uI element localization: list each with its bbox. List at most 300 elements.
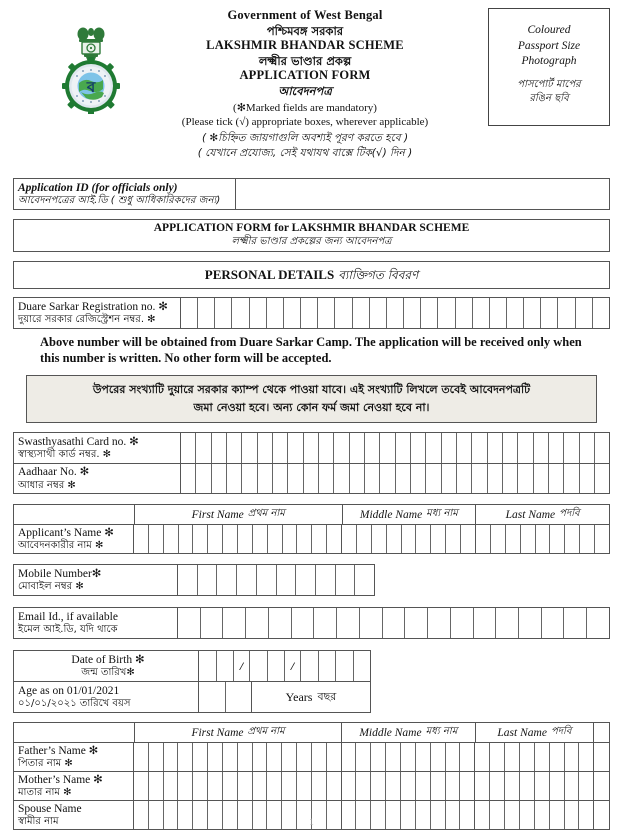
swasthyasathi-row: [14, 433, 609, 463]
mothers-first-name-input-box-10[interactable]: [266, 772, 281, 800]
fathers-middle-name-input-box-6[interactable]: [415, 743, 430, 771]
mothers-first-name-input-box-14[interactable]: [326, 772, 341, 800]
family-middle-name-header-bn: মধ্য নাম: [425, 726, 458, 738]
mothers-first-name-input-box-13[interactable]: [311, 772, 326, 800]
age-input-box-2[interactable]: [225, 682, 252, 712]
duare-sarkar-input-box-20[interactable]: [506, 298, 523, 328]
email-input-box-11[interactable]: [404, 608, 427, 638]
applicant-middle-name-input-box-9[interactable]: [460, 525, 475, 553]
applicant-first-name-input-box-13[interactable]: [311, 525, 326, 553]
fathers-middle-name-input-box-5[interactable]: [400, 743, 415, 771]
email-input-box-9[interactable]: [359, 608, 382, 638]
duare-sarkar-input-box-17[interactable]: [455, 298, 472, 328]
dob-year-box-4[interactable]: [353, 651, 371, 681]
mothers-middle-name-input-box-7[interactable]: [430, 772, 445, 800]
mothers-first-name-input-box-3[interactable]: [163, 772, 178, 800]
fathers-first-name-input-box-9[interactable]: [252, 743, 267, 771]
dob-separator-2: /: [284, 651, 300, 681]
dob-label-bn: জন্ম তারিখ✻: [81, 667, 135, 679]
swasthyasathi-input-box-8[interactable]: [287, 433, 302, 463]
fathers-middle-name-input[interactable]: [342, 743, 476, 771]
applicant-first-name-input-box-1[interactable]: [134, 525, 148, 553]
west-bengal-government-emblem-icon: [52, 14, 130, 114]
applicant-first-name-input-box-4[interactable]: [178, 525, 193, 553]
mobile-number-input-box-6[interactable]: [276, 565, 296, 595]
spouse-name-label-en: Spouse Name: [18, 802, 82, 815]
mandatory-note-bn: ( ✻চিহ্নিত জায়গাগুলি অবশ্যই পূরণ করতে হবে ): [201, 131, 409, 144]
aadhaar-input-box-13[interactable]: [364, 464, 379, 493]
applicant-middle-name-input-box-5[interactable]: [401, 525, 416, 553]
aadhaar-input-box-15[interactable]: [395, 464, 410, 493]
mothers-middle-name-input-box-9[interactable]: [459, 772, 474, 800]
applicant-first-name-input-box-11[interactable]: [282, 525, 297, 553]
fathers-first-name-input-box-12[interactable]: [296, 743, 311, 771]
fathers-first-name-input-box-4[interactable]: [177, 743, 192, 771]
mothers-first-name-input-box-9[interactable]: [252, 772, 267, 800]
mobile-number-input-box-7[interactable]: [295, 565, 315, 595]
email-input[interactable]: [178, 608, 609, 638]
email-input-box-17[interactable]: [541, 608, 564, 638]
duare-sarkar-input-box-14[interactable]: [403, 298, 420, 328]
aadhaar-input-box-12[interactable]: [349, 464, 364, 493]
fathers-first-name-input-box-14[interactable]: [326, 743, 341, 771]
aadhaar-input-box-21[interactable]: [487, 464, 502, 493]
email-input-box-8[interactable]: [336, 608, 359, 638]
mothers-first-name-input-box-4[interactable]: [177, 772, 192, 800]
mobile-number-input-box-1[interactable]: [178, 565, 197, 595]
duare-sarkar-input-box-21[interactable]: [523, 298, 540, 328]
middle-name-header-en: Middle Name: [359, 508, 423, 521]
dob-day-box-2[interactable]: [216, 651, 234, 681]
applicant-name-label-bn: আবেদনকারীর নাম ✻: [18, 540, 104, 552]
personal-details-bn: ব্যাক্তিগত বিবরণ: [338, 267, 419, 282]
aadhaar-input-box-18[interactable]: [441, 464, 456, 493]
applicant-last-name-input-box-8[interactable]: [579, 525, 594, 553]
mobile-number-input-box-3[interactable]: [216, 565, 236, 595]
aadhaar-input-box-19[interactable]: [456, 464, 471, 493]
mothers-middle-name-input[interactable]: [342, 772, 476, 800]
aadhaar-input-box-28[interactable]: [594, 464, 609, 493]
email-input-box-16[interactable]: [518, 608, 541, 638]
applicant-first-name-input-box-2[interactable]: [148, 525, 163, 553]
mothers-first-name-input-box-8[interactable]: [237, 772, 252, 800]
swasthyasathi-input-box-1[interactable]: [181, 433, 195, 463]
mobile-number-input-box-2[interactable]: [197, 565, 217, 595]
applicant-last-name-input-box-3[interactable]: [505, 525, 520, 553]
email-input-box-14[interactable]: [473, 608, 496, 638]
fathers-last-name-input-box-7[interactable]: [564, 743, 579, 771]
fathers-last-name-input[interactable]: [475, 743, 594, 771]
application-id-input[interactable]: [236, 179, 609, 209]
duare-sarkar-input-box-5[interactable]: [249, 298, 266, 328]
aadhaar-input-box-27[interactable]: [579, 464, 594, 493]
duare-sarkar-input-box-19[interactable]: [489, 298, 506, 328]
fathers-last-name-input-box-2[interactable]: [489, 743, 504, 771]
aadhaar-row: [14, 463, 609, 493]
duare-sarkar-label: [14, 298, 181, 328]
fathers-middle-name-input-box-7[interactable]: [430, 743, 445, 771]
mothers-first-name-input-box-6[interactable]: [207, 772, 222, 800]
applicant-name-header: [14, 505, 609, 525]
mothers-first-name-input[interactable]: [134, 772, 342, 800]
mobile-number-input[interactable]: [178, 565, 374, 595]
svg-text:ব: ব: [86, 78, 96, 96]
duare-sarkar-input-box-9[interactable]: [317, 298, 334, 328]
aadhaar-input-box-10[interactable]: [318, 464, 333, 493]
applicant-middle-name-input-box-8[interactable]: [445, 525, 460, 553]
form-banner-en: APPLICATION FORM for LAKSHMIR BHANDAR SCHEME: [153, 222, 470, 234]
applicant-middle-name-input-box-3[interactable]: [371, 525, 386, 553]
aadhaar-input-box-5[interactable]: [241, 464, 256, 493]
applicant-first-name-input[interactable]: [134, 525, 342, 553]
duare-sarkar-input-box-22[interactable]: [540, 298, 557, 328]
aadhaar-input-box-2[interactable]: [195, 464, 210, 493]
mothers-last-name-input-box-5[interactable]: [534, 772, 549, 800]
email-row: [13, 607, 610, 639]
applicant-first-name-input-box-12[interactable]: [296, 525, 311, 553]
email-input-box-3[interactable]: [222, 608, 245, 638]
applicant-last-name-input[interactable]: [476, 525, 609, 553]
mothers-middle-name-input-box-8[interactable]: [445, 772, 460, 800]
photo-line-3: Photograph: [521, 55, 577, 68]
aadhaar-input-box-1[interactable]: [181, 464, 195, 493]
family-first-name-header-en: First Name: [191, 726, 244, 739]
applicant-last-name-input-box-6[interactable]: [549, 525, 564, 553]
fathers-last-name-input-box-6[interactable]: [549, 743, 564, 771]
duare-sarkar-note-en: Above number will be obtained from Duare Sarkar Camp. The application will be received only when this number is written. No other form will be accepted.: [40, 334, 582, 365]
mothers-last-name-input-box-4[interactable]: [519, 772, 534, 800]
email-input-box-2[interactable]: [200, 608, 223, 638]
fathers-first-name-input-box-7[interactable]: [222, 743, 237, 771]
duare-sarkar-input-box-15[interactable]: [420, 298, 437, 328]
mobile-number-input-box-10[interactable]: [354, 565, 374, 595]
email-input-box-12[interactable]: [427, 608, 450, 638]
email-input-box-13[interactable]: [450, 608, 473, 638]
dob-year-box-1[interactable]: [300, 651, 318, 681]
age-years-bn: বছর: [317, 689, 337, 703]
dob-separator-1: /: [233, 651, 249, 681]
duare-sarkar-label-bn: দুয়ারে সরকার রেজিস্ট্রেশন নম্বর. ✻: [18, 313, 156, 325]
email-input-box-7[interactable]: [313, 608, 336, 638]
aadhaar-label-en: Aadhaar No. ✻: [18, 466, 90, 479]
fathers-first-name-input-box-11[interactable]: [281, 743, 296, 771]
applicant-last-name-input-box-2[interactable]: [490, 525, 505, 553]
mothers-middle-name-input-box-1[interactable]: [342, 772, 356, 800]
note-bn-line-1: উপরের সংখ্যাটি দুয়ারে সরকার ক্যাম্প থেকে পাওয়া যাবে। এই সংখ্যাটি লিখলে তবেই আবেদনপত্রটি: [92, 382, 531, 396]
mothers-last-name-input-box-8[interactable]: [578, 772, 593, 800]
duare-sarkar-input-box-13[interactable]: [386, 298, 403, 328]
fathers-first-name-input-box-5[interactable]: [192, 743, 207, 771]
dob-day-box-1[interactable]: [199, 651, 216, 681]
tick-note: (Please tick (√) appropriate boxes, wherever applicable): [181, 115, 429, 128]
aadhaar-input-box-24[interactable]: [533, 464, 548, 493]
dob-year-box-2[interactable]: [318, 651, 336, 681]
applicant-last-name-input-box-9[interactable]: [594, 525, 609, 553]
fathers-last-name-input-box-4[interactable]: [519, 743, 534, 771]
fathers-last-name-input-box-8[interactable]: [578, 743, 593, 771]
family-last-name-header: [476, 723, 595, 742]
fathers-middle-name-input-box-4[interactable]: [385, 743, 400, 771]
mothers-first-name-input-box-7[interactable]: [222, 772, 237, 800]
page-number: 1: [309, 817, 314, 827]
fathers-middle-name-input-box-3[interactable]: [370, 743, 385, 771]
fathers-last-name-input-box-1[interactable]: [475, 743, 489, 771]
duare-sarkar-input[interactable]: [181, 298, 609, 328]
swasthyasathi-input-box-4[interactable]: [226, 433, 241, 463]
duare-sarkar-input-box-8[interactable]: [300, 298, 317, 328]
swasthyasathi-input-box-25[interactable]: [548, 433, 563, 463]
email-label-en: Email Id., if available: [18, 610, 118, 623]
fathers-middle-name-input-box-8[interactable]: [445, 743, 460, 771]
age-input-box-1[interactable]: [199, 682, 225, 712]
mothers-middle-name-input-box-2[interactable]: [355, 772, 370, 800]
photo-line-1: Coloured: [527, 24, 571, 36]
swasthyasathi-input-box-3[interactable]: [211, 433, 226, 463]
aadhaar-input-box-11[interactable]: [333, 464, 348, 493]
dob-month-box-1[interactable]: [249, 651, 267, 681]
applicant-first-name-input-box-10[interactable]: [267, 525, 282, 553]
mothers-first-name-input-box-11[interactable]: [281, 772, 296, 800]
mothers-extra-input[interactable]: [594, 772, 609, 800]
swasthyasathi-input-box-21[interactable]: [487, 433, 502, 463]
age-row: [14, 681, 370, 712]
duare-sarkar-registration-row: [13, 297, 610, 329]
aadhaar-input-box-25[interactable]: [548, 464, 563, 493]
applicant-last-name-input-box-4[interactable]: [520, 525, 535, 553]
aadhaar-input-box-7[interactable]: [272, 464, 287, 493]
swasthyasathi-input-box-15[interactable]: [395, 433, 410, 463]
fathers-middle-name-input-box-1[interactable]: [342, 743, 356, 771]
mothers-last-name-input-box-7[interactable]: [564, 772, 579, 800]
swasthyasathi-input-box-9[interactable]: [303, 433, 318, 463]
photo-line-2: Passport Size: [517, 39, 581, 52]
note-bn-line-2: জমা নেওয়া হবে। অন্য কোন ফর্ম জমা নেওয়া হবে না।: [193, 400, 430, 414]
swasthyasathi-input-box-18[interactable]: [441, 433, 456, 463]
applicant-first-name-input-box-7[interactable]: [222, 525, 237, 553]
swasthyasathi-input-box-5[interactable]: [241, 433, 256, 463]
application-id-label-bn: আবেদনপত্রের আই.ডি ( শুধু আধিকারিকদের জন্য): [18, 194, 221, 206]
form-type-title-bn: আবেদনপত্র: [278, 83, 332, 98]
swasthyasathi-input-box-26[interactable]: [563, 433, 578, 463]
age-years-unit: [252, 682, 370, 712]
duare-sarkar-input-box-24[interactable]: [575, 298, 592, 328]
email-input-box-5[interactable]: [268, 608, 291, 638]
swasthyasathi-input[interactable]: [181, 433, 609, 463]
email-input-box-4[interactable]: [245, 608, 268, 638]
mothers-first-name-input-box-1[interactable]: [134, 772, 148, 800]
government-title-bn: পশ্চিমবঙ্গ সরকার: [266, 23, 344, 38]
fathers-first-name-input-box-8[interactable]: [237, 743, 252, 771]
fathers-last-name-input-box-3[interactable]: [504, 743, 519, 771]
mobile-number-input-box-4[interactable]: [236, 565, 256, 595]
aadhaar-input-box-3[interactable]: [211, 464, 226, 493]
duare-sarkar-input-box-18[interactable]: [472, 298, 489, 328]
fathers-middle-name-input-box-2[interactable]: [355, 743, 370, 771]
applicant-middle-name-input-box-6[interactable]: [415, 525, 430, 553]
aadhaar-input-box-14[interactable]: [379, 464, 394, 493]
middle-name-header: [343, 505, 477, 524]
duare-sarkar-input-box-12[interactable]: [369, 298, 386, 328]
fathers-first-name-input-box-13[interactable]: [311, 743, 326, 771]
applicant-middle-name-input-box-4[interactable]: [386, 525, 401, 553]
mothers-last-name-input[interactable]: [475, 772, 594, 800]
duare-sarkar-input-box-6[interactable]: [266, 298, 283, 328]
aadhaar-input-box-26[interactable]: [563, 464, 578, 493]
applicant-name-label-en: Applicant’s Name ✻: [18, 526, 114, 539]
fathers-first-name-input-box-1[interactable]: [134, 743, 148, 771]
swasthyasathi-input-box-24[interactable]: [533, 433, 548, 463]
fathers-name-label-en: Father’s Name ✻: [18, 744, 99, 757]
aadhaar-input-box-16[interactable]: [410, 464, 425, 493]
family-middle-name-header-en: Middle Name: [359, 726, 422, 739]
swasthyasathi-input-box-17[interactable]: [425, 433, 440, 463]
aadhaar-input-box-6[interactable]: [257, 464, 272, 493]
duare-sarkar-input-box-4[interactable]: [231, 298, 248, 328]
applicant-first-name-input-box-6[interactable]: [207, 525, 222, 553]
photo-line-bn-1: পাসপোর্ট মাপের: [517, 78, 581, 90]
swasthyasathi-input-box-19[interactable]: [456, 433, 471, 463]
last-name-header-bn: পদবি: [559, 508, 580, 520]
swasthyasathi-input-box-20[interactable]: [471, 433, 486, 463]
swasthyasathi-input-box-27[interactable]: [579, 433, 594, 463]
duare-sarkar-note-bn: [26, 375, 597, 423]
aadhaar-input-box-8[interactable]: [287, 464, 302, 493]
mothers-first-name-input-box-12[interactable]: [296, 772, 311, 800]
swasthyasathi-input-box-16[interactable]: [410, 433, 425, 463]
personal-details-banner: [13, 261, 610, 289]
duare-sarkar-input-box-25[interactable]: [592, 298, 609, 328]
fathers-name-label: [14, 743, 134, 771]
duare-sarkar-input-box-10[interactable]: [334, 298, 351, 328]
swasthyasathi-input-box-28[interactable]: [594, 433, 609, 463]
aadhaar-input[interactable]: [181, 464, 609, 493]
mobile-number-label: [14, 565, 178, 595]
swasthyasathi-input-box-6[interactable]: [257, 433, 272, 463]
mothers-extra-input-box-1[interactable]: [594, 772, 609, 800]
dob-year-box-3[interactable]: [335, 651, 353, 681]
swasthyasathi-input-box-2[interactable]: [195, 433, 210, 463]
age-label: [14, 682, 199, 712]
fathers-first-name-input[interactable]: [134, 743, 342, 771]
email-input-box-1[interactable]: [178, 608, 200, 638]
spouse-name-label-bn: স্বামীর নাম: [18, 816, 59, 828]
applicant-first-name-input-box-8[interactable]: [237, 525, 252, 553]
mothers-name-label-en: Mother’s Name ✻: [18, 773, 103, 786]
applicant-first-name-input-box-9[interactable]: [252, 525, 267, 553]
applicant-middle-name-input[interactable]: [342, 525, 476, 553]
mobile-number-input-box-8[interactable]: [315, 565, 335, 595]
family-extra-header: [594, 723, 609, 742]
applicant-middle-name-input-box-2[interactable]: [356, 525, 371, 553]
fathers-middle-name-input-box-9[interactable]: [459, 743, 474, 771]
duare-sarkar-input-box-2[interactable]: [197, 298, 214, 328]
applicant-first-name-input-box-3[interactable]: [163, 525, 178, 553]
id-cards-block: [13, 432, 610, 494]
age-input[interactable]: [199, 682, 252, 712]
swasthyasathi-input-box-14[interactable]: [379, 433, 394, 463]
mothers-first-name-input-box-2[interactable]: [148, 772, 163, 800]
duare-sarkar-label-en: Duare Sarkar Registration no. ✻: [18, 300, 168, 313]
mothers-middle-name-input-box-6[interactable]: [415, 772, 430, 800]
duare-sarkar-input-box-23[interactable]: [557, 298, 574, 328]
fathers-first-name-input-box-2[interactable]: [148, 743, 163, 771]
swasthyasathi-input-box-11[interactable]: [333, 433, 348, 463]
duare-sarkar-input-box-7[interactable]: [283, 298, 300, 328]
email-input-box-6[interactable]: [291, 608, 314, 638]
aadhaar-input-box-17[interactable]: [425, 464, 440, 493]
applicant-last-name-input-box-5[interactable]: [535, 525, 550, 553]
mothers-last-name-input-box-6[interactable]: [549, 772, 564, 800]
applicant-middle-name-input-box-1[interactable]: [342, 525, 356, 553]
mobile-number-label-en: Mobile Number✻: [18, 567, 102, 580]
aadhaar-input-box-20[interactable]: [471, 464, 486, 493]
fathers-first-name-input-box-6[interactable]: [207, 743, 222, 771]
aadhaar-input-box-4[interactable]: [226, 464, 241, 493]
mothers-middle-name-input-box-5[interactable]: [400, 772, 415, 800]
swasthyasathi-input-box-22[interactable]: [502, 433, 517, 463]
email-input-box-15[interactable]: [495, 608, 518, 638]
swasthyasathi-input-box-13[interactable]: [364, 433, 379, 463]
form-title-block: [150, 8, 460, 160]
fathers-first-name-input-box-10[interactable]: [266, 743, 281, 771]
swasthyasathi-input-box-23[interactable]: [517, 433, 532, 463]
email-input-box-19[interactable]: [586, 608, 609, 638]
duare-sarkar-input-box-3[interactable]: [214, 298, 231, 328]
email-input-box-10[interactable]: [382, 608, 405, 638]
mothers-middle-name-input-box-3[interactable]: [370, 772, 385, 800]
personal-details-en: PERSONAL DETAILS: [204, 266, 335, 282]
applicant-first-name-input-box-14[interactable]: [326, 525, 341, 553]
aadhaar-input-box-9[interactable]: [303, 464, 318, 493]
family-header-spacer: [14, 723, 135, 742]
applicant-name-block: [13, 504, 610, 554]
applicant-last-name-input-box-7[interactable]: [564, 525, 579, 553]
fathers-extra-input[interactable]: [594, 743, 609, 771]
mothers-middle-name-input-box-4[interactable]: [385, 772, 400, 800]
applicant-middle-name-input-box-7[interactable]: [430, 525, 445, 553]
mobile-number-input-box-5[interactable]: [256, 565, 276, 595]
mothers-last-name-input-box-2[interactable]: [489, 772, 504, 800]
duare-sarkar-input-box-11[interactable]: [352, 298, 369, 328]
applicant-first-name-input-box-5[interactable]: [192, 525, 207, 553]
first-name-header: [135, 505, 343, 524]
mothers-last-name-input-box-1[interactable]: [475, 772, 489, 800]
age-label-en: Age as on 01/01/2021: [18, 684, 120, 697]
duare-sarkar-input-box-1[interactable]: [181, 298, 197, 328]
email-input-box-18[interactable]: [563, 608, 586, 638]
aadhaar-label: [14, 464, 181, 493]
swasthyasathi-input-box-10[interactable]: [318, 433, 333, 463]
family-names-block: [13, 722, 610, 830]
aadhaar-input-box-23[interactable]: [517, 464, 532, 493]
mobile-number-row: [13, 564, 375, 596]
fathers-last-name-input-box-5[interactable]: [534, 743, 549, 771]
swasthyasathi-input-box-7[interactable]: [272, 433, 287, 463]
swasthyasathi-input-box-12[interactable]: [349, 433, 364, 463]
dob-month-box-2[interactable]: [267, 651, 285, 681]
fathers-extra-input-box-1[interactable]: [594, 743, 609, 771]
scheme-title: LAKSHMIR BHANDAR SCHEME: [206, 38, 404, 52]
dob-input-group[interactable]: [199, 651, 370, 681]
tick-note-bn: ( যেখানে প্রযোজ্য, সেই যথাযথ বাক্সে টিক(√) দিন ): [197, 146, 413, 159]
fathers-first-name-input-box-3[interactable]: [163, 743, 178, 771]
mobile-number-input-box-9[interactable]: [335, 565, 355, 595]
mothers-last-name-input-box-3[interactable]: [504, 772, 519, 800]
applicant-last-name-input-box-1[interactable]: [476, 525, 490, 553]
mothers-first-name-input-box-5[interactable]: [192, 772, 207, 800]
aadhaar-input-box-22[interactable]: [502, 464, 517, 493]
duare-sarkar-input-box-16[interactable]: [437, 298, 454, 328]
